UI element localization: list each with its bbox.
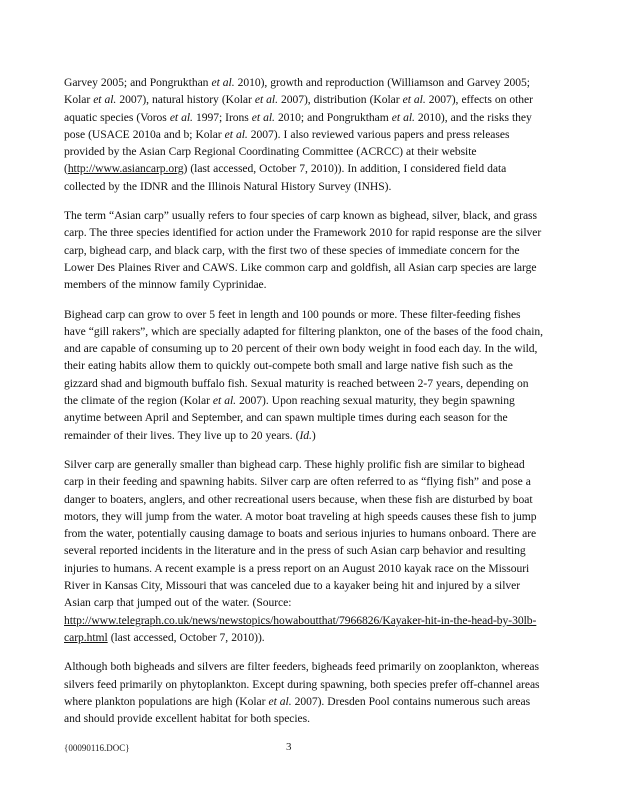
source-link[interactable]: http://www.telegraph.co.uk/news/newstopics/howaboutthat/7966826/Kayaker-hit-in-the-head-by-30lb-carp.html	[64, 613, 537, 644]
text-run: ) (last accessed, October 7, 2010)). In addition, I considered field data collected by the IDNR and the Illinois Natural History Survey (INHS).	[64, 162, 507, 193]
text-run: (last accessed, October 7, 2010)).	[107, 630, 265, 644]
text-run: 2010), and the risks they pose (USACE 2010a and b; Kolar	[64, 110, 532, 141]
text-run: 2007), distribution (Kolar	[277, 93, 403, 107]
text-run: 2007). Dresden Pool contains numerous such areas and should provide excellent habitat for both species.	[64, 694, 531, 726]
body-text	[64, 74, 544, 739]
text-run: 2010), growth and reproduction (Williamson and Garvey 2005; Kolar	[64, 76, 530, 107]
paragraph-sources	[64, 74, 544, 195]
italic-text: et al.	[212, 394, 237, 408]
italic-text: et al.	[268, 694, 292, 708]
italic-text: et al.	[391, 110, 415, 124]
text-run: 2007), effects on other aquatic species (Voros	[64, 93, 533, 124]
text-run: Garvey 2005; and Pongrukthan	[64, 76, 212, 89]
page-number: 3	[286, 741, 292, 753]
italic-text: et al.	[93, 93, 117, 107]
paragraph-bighead-carp	[64, 306, 544, 444]
text-run: 2010; and Pongruktham	[274, 110, 392, 124]
text-run: 1997; Irons	[192, 110, 252, 124]
italic-text: et al.	[169, 110, 193, 124]
italic-text: et al.	[224, 127, 248, 141]
paragraph-feeding-habits	[64, 658, 544, 727]
text-run: 2007). I also reviewed various papers and press releases provided by the Asian Carp Regional Coordinating Committee (ACRCC) at their website (	[64, 127, 510, 176]
paragraph-asian-carp-definition	[64, 207, 544, 293]
text-run: 2007). Upon reaching sexual maturity, they begin spawning anytime between April and September, and can spawn multiple times during each season for the remainder of their lives. They live up to 20 years. (	[64, 394, 515, 442]
text-run: Although both bigheads and silvers are filter feeders, bigheads feed primarily on zooplankton, whereas silvers feed primarily on phytoplankton. Except during spawning, both species prefer off-channel areas where plankton populations are high (Kolar	[64, 660, 540, 708]
italic-text: et al.	[211, 76, 235, 89]
source-link[interactable]: http://www.asiancarp.org	[67, 162, 184, 176]
text-run: The term “Asian carp” usually refers to four species of carp known as bighead, silver, black, and grass carp. The three species identified for action under the Framework 2010 for rapid response are the silver carp, bighead carp, and black carp, with the first two of these species of immediate concern for the Lower Des Plaines River and CAWS. Like common carp and goldfish, all Asian carp species are large members of the minnow family Cyprinidae.	[64, 209, 542, 292]
italic-text: Id.	[299, 428, 312, 442]
text-run: )	[311, 428, 316, 442]
paragraph-silver-carp	[64, 456, 544, 646]
italic-text: et al.	[402, 93, 426, 107]
footer-doc-id: {00090116.DOC}	[64, 743, 130, 753]
text-run: Silver carp are generally smaller than bighead carp. These highly prolific fish are similar to bighead carp in their feeding and spawning habits. Silver carp are often referred to as “flying fish” and pose a danger to boaters, anglers, and other recreational users because, when these fish are disturbed by boat motors, they will jump from the water. A motor boat traveling at high speeds causes these fish to jump from the water, potentially causing damage to boats and serious injuries to humans onboard. There are several reported incidents in the literature and in the press of such Asian carp behavior and resulting injuries to humans. A recent example is a press report on an August 2010 kayak race on the Missouri River in Kansas City, Missouri that was canceled due to a kayaker being hit and injured by a silver Asian carp that jumped out of the water. (Source:	[64, 457, 537, 610]
text-run: Bighead carp can grow to over 5 feet in length and 100 pounds or more. These filter-feeding fishes have “gill rakers”, which are specially adapted for filtering plankton, one of the bases of the food chain, and are capable of consuming up to 20 percent of their own body weight in food each day. In the wild, their eating habits allow them to quickly out-compete both small and large native fish such as the gizzard shad and bigmouth buffalo fish. Sexual maturity is reached between 2-7 years, depending on the climate of the region (Kolar	[64, 307, 544, 408]
italic-text: et al.	[251, 110, 275, 124]
italic-text: et al.	[254, 93, 278, 107]
text-run: 2007), natural history (Kolar	[116, 93, 255, 107]
